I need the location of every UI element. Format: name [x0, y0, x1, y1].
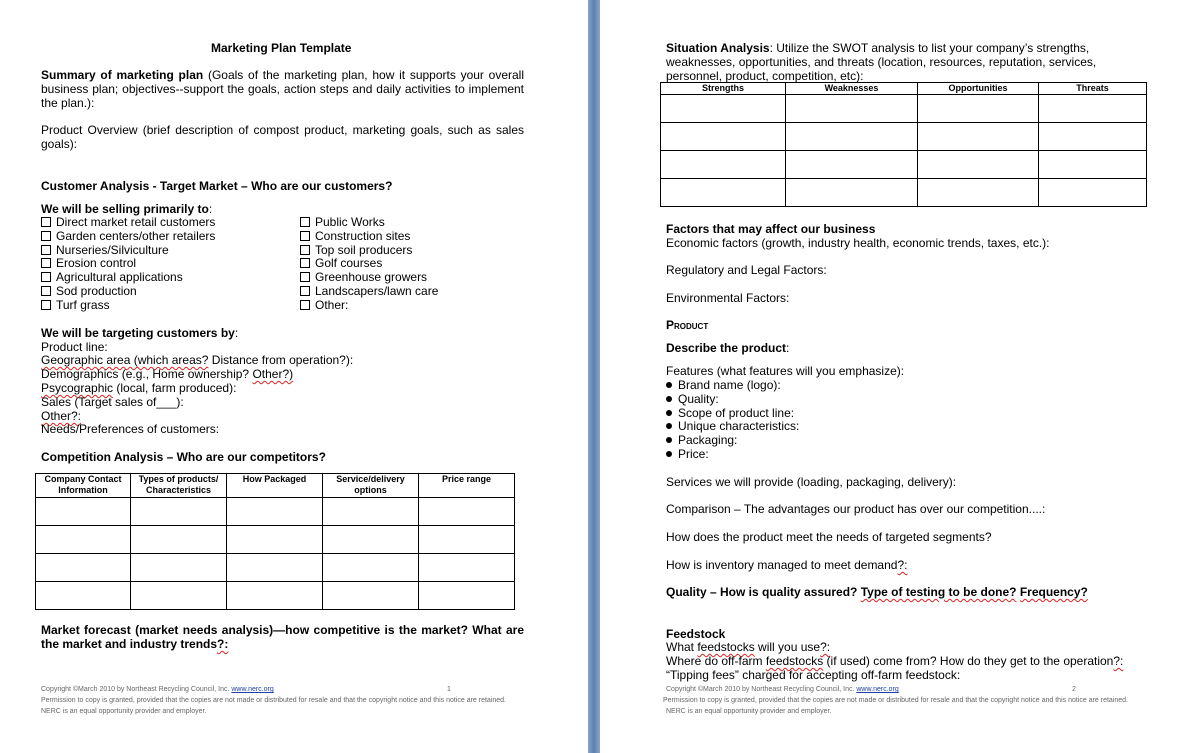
- feature-item-label: Packaging:: [678, 433, 738, 448]
- competition-table-cell[interactable]: [131, 554, 227, 582]
- competition-table-cell[interactable]: [227, 498, 323, 526]
- swot-table-cell[interactable]: [786, 179, 918, 207]
- bullet-icon: [666, 410, 672, 416]
- checkbox-icon[interactable]: [41, 217, 51, 227]
- regulatory-factors: Regulatory and Legal Factors:: [666, 263, 827, 277]
- market-forecast-text: Market forecast (market needs analysis)—how competitive is the market? What are the market and industry trends: [41, 623, 524, 651]
- swot-table-cell[interactable]: [661, 151, 786, 179]
- feature-item: [666, 406, 794, 420]
- selling-option: [41, 243, 169, 257]
- target-psycographic-b: (local, farm produced):: [113, 381, 237, 395]
- selling-option: [300, 284, 438, 298]
- footer-permission: Permission to copy is granted, provided that the copies are not made or distributed for resale and that the copyright notice and this notice are retained.: [663, 697, 1128, 704]
- summary-heading: Summary of marketing plan: [41, 68, 204, 82]
- target-sales: Sales (Target sales of___):: [41, 395, 184, 409]
- swot-table-cell[interactable]: [661, 179, 786, 207]
- feature-item: [666, 447, 709, 461]
- footer-permission: Permission to copy is granted, provided that the copies are not made or distributed for resale and that the copyright notice and this notice are retained.: [41, 697, 506, 704]
- targeting-heading: [41, 326, 238, 340]
- swot-table-cell[interactable]: [1039, 95, 1147, 123]
- competition-table-cell[interactable]: [131, 582, 227, 610]
- page-number: 1: [447, 686, 451, 693]
- feature-item-label: Price:: [678, 447, 709, 461]
- competition-table-cell[interactable]: [323, 526, 419, 554]
- page-gutter: [588, 0, 600, 753]
- selling-heading-text: We will be selling primarily to: [41, 202, 209, 216]
- page-1: [0, 0, 588, 753]
- selling-option: [41, 284, 137, 298]
- situation-analysis: [666, 41, 1146, 83]
- competition-table-row: [36, 498, 515, 526]
- feature-item: [666, 433, 737, 447]
- feedstock-heading: Feedstock: [666, 627, 726, 641]
- competition-col-header: How Packaged: [227, 474, 323, 498]
- checkbox-icon[interactable]: [41, 286, 51, 296]
- selling-option: [300, 243, 412, 257]
- quality-frequency: Frequency?: [1019, 585, 1088, 599]
- targeting-heading-suffix: :: [234, 326, 239, 340]
- feature-item: [666, 419, 799, 433]
- competition-heading: Competition Analysis – Who are our competitors?: [41, 450, 326, 464]
- customer-analysis-heading: Customer Analysis - Target Market – Who are our customers?: [41, 179, 393, 193]
- summary-body: (Goals of the marketing plan, how it supports your overall business plan; objectives--support the goals, action steps and daily activities to implement the plan.):: [41, 68, 524, 110]
- page-number: 2: [1072, 686, 1076, 693]
- inventory-text: How is inventory managed to meet demand: [666, 558, 898, 572]
- competition-table-cell[interactable]: [323, 498, 419, 526]
- feedstock-question-2: [666, 654, 1123, 668]
- footer-copyright: [666, 685, 899, 694]
- target-psycographic: [41, 381, 236, 395]
- services: Services we will provide (loading, packaging, delivery):: [666, 475, 957, 489]
- selling-option-label: Nurseries/Silviculture: [56, 242, 169, 257]
- selling-primarily-heading: [41, 202, 212, 216]
- bullet-icon: [666, 382, 672, 388]
- competition-table: [35, 473, 515, 610]
- bullet-icon: [666, 437, 672, 443]
- selling-option: [41, 256, 136, 270]
- selling-option-label: Turf grass: [56, 297, 110, 312]
- feedstock-q2-c: (if used) come from? How do they get to the operation: [823, 654, 1114, 668]
- selling-option-label: Direct market retail customers: [56, 215, 216, 229]
- swot-table-cell[interactable]: [786, 95, 918, 123]
- target-needs: Needs/Preferences of customers:: [41, 422, 220, 436]
- target-geographic: [41, 353, 353, 367]
- swot-table-cell[interactable]: [918, 95, 1039, 123]
- feature-item-label: Unique characteristics:: [678, 419, 800, 434]
- competition-table-cell[interactable]: [227, 554, 323, 582]
- product-heading: Product: [666, 318, 709, 332]
- bullet-icon: [666, 423, 672, 429]
- selling-option-label: Top soil producers: [315, 242, 413, 257]
- selling-option: [41, 270, 183, 284]
- selling-option: [300, 270, 427, 284]
- needs-question: How does the product meet the needs of targeted segments?: [666, 530, 992, 544]
- competition-col-header: Price range: [419, 474, 515, 498]
- competition-table-cell[interactable]: [227, 526, 323, 554]
- feedstock-q2-d: ?:: [1113, 654, 1124, 668]
- footer-equal-opportunity: NERC is an equal opportunity provider and employer.: [41, 708, 207, 715]
- competition-table-cell[interactable]: [36, 582, 131, 610]
- feature-item: [666, 378, 781, 392]
- competition-table-cell[interactable]: [131, 498, 227, 526]
- describe-product: [666, 341, 789, 355]
- inventory-end: ?:: [897, 558, 908, 572]
- checkbox-icon[interactable]: [300, 231, 310, 241]
- selling-option: [300, 298, 348, 312]
- product-overview: Product Overview (brief description of compost product, marketing goals, such as sales goals):: [41, 123, 524, 151]
- selling-option: [300, 256, 382, 270]
- market-forecast: [41, 623, 524, 651]
- checkbox-icon[interactable]: [41, 258, 51, 268]
- feature-item-label: Brand name (logo):: [678, 378, 781, 392]
- target-demographics-b: Other?): [252, 367, 294, 381]
- target-demographics-a: Demographics (e.g., Home ownership?: [41, 367, 253, 381]
- environmental-factors: Environmental Factors:: [666, 291, 790, 305]
- target-geographic-a: Geographic area (which areas?: [41, 353, 209, 367]
- targeting-heading-text: We will be targeting customers by: [41, 326, 235, 340]
- swot-header-row: [661, 83, 1147, 95]
- swot-table: [660, 82, 1147, 207]
- competition-col-header: Company Contact Information: [36, 474, 131, 498]
- swot-table-cell[interactable]: [786, 151, 918, 179]
- checkbox-icon[interactable]: [300, 272, 310, 282]
- competition-table-cell[interactable]: [131, 526, 227, 554]
- swot-table-cell[interactable]: [786, 123, 918, 151]
- selling-option-label: Other:: [315, 297, 349, 312]
- footer-copyright-text: Copyright ©March 2010 by Northeast Recycling Council, Inc.: [41, 686, 232, 693]
- summary-paragraph: [41, 68, 524, 110]
- feature-item-label: Quality:: [678, 391, 719, 406]
- swot-table-cell[interactable]: [918, 151, 1039, 179]
- swot-table-row: [661, 123, 1147, 151]
- economic-factors: Economic factors (growth, industry health, economic trends, taxes, etc.):: [666, 236, 1050, 250]
- feedstock-question-3: “Tipping fees” charged for accepting off-farm feedstock:: [666, 668, 961, 682]
- selling-option: [41, 215, 215, 229]
- swot-col-header: Threats: [1039, 83, 1147, 95]
- checkbox-icon[interactable]: [300, 286, 310, 296]
- competition-header-row: [36, 474, 515, 498]
- checkbox-icon[interactable]: [300, 217, 310, 227]
- selling-heading-suffix: :: [208, 202, 213, 216]
- swot-table-cell[interactable]: [1039, 179, 1147, 207]
- situation-body: : Utilize the SWOT analysis to list your company’s strengths, weaknesses, opportunities, and threats (location, resources, reputation, services, personnel, product, competition, etc):: [666, 41, 1097, 83]
- competition-table-row: [36, 582, 515, 610]
- swot-table-cell[interactable]: [918, 179, 1039, 207]
- target-psycographic-a: Psycographic: [41, 381, 114, 395]
- selling-option: [41, 298, 110, 312]
- competition-table-cell[interactable]: [419, 554, 515, 582]
- target-demographics: [41, 367, 293, 381]
- checkbox-icon[interactable]: [300, 258, 310, 268]
- selling-option-label: Erosion control: [56, 256, 137, 271]
- swot-table-row: [661, 95, 1147, 123]
- selling-option: [300, 215, 385, 229]
- competition-table-row: [36, 554, 515, 582]
- footer-copyright: [41, 685, 274, 694]
- features-heading: Features (what features will you emphasize):: [666, 364, 905, 378]
- competition-table-cell[interactable]: [36, 526, 131, 554]
- feedstock-q2-a: Where do off-farm: [666, 654, 766, 668]
- target-product-line: Product line:: [41, 340, 108, 354]
- swot-col-header: Opportunities: [918, 83, 1039, 95]
- competition-table-cell[interactable]: [419, 498, 515, 526]
- swot-table-row: [661, 179, 1147, 207]
- quality-text: Quality – How is quality assured?: [666, 585, 861, 599]
- competition-table-cell[interactable]: [36, 498, 131, 526]
- checkbox-icon[interactable]: [41, 272, 51, 282]
- selling-option-label: Greenhouse growers: [315, 270, 428, 285]
- market-forecast-end: ?:: [217, 637, 229, 651]
- footer-equal-opportunity: NERC is an equal opportunity provider and employer.: [666, 708, 832, 715]
- swot-table-row: [661, 151, 1147, 179]
- describe-product-text: Describe the product: [666, 341, 787, 355]
- swot-table-cell[interactable]: [918, 123, 1039, 151]
- checkbox-icon[interactable]: [300, 245, 310, 255]
- competition-table-cell[interactable]: [227, 582, 323, 610]
- swot-table-cell[interactable]: [661, 123, 786, 151]
- selling-option-label: Landscapers/lawn care: [315, 284, 439, 298]
- feedstock-question-1: [666, 640, 830, 654]
- selling-option-label: Golf courses: [315, 256, 383, 271]
- selling-option: [41, 229, 215, 243]
- competition-table-cell[interactable]: [419, 582, 515, 610]
- footer-link[interactable]: www.nerc.org: [856, 686, 899, 693]
- selling-option-label: Construction sites: [315, 228, 411, 243]
- swot-table-cell[interactable]: [661, 95, 786, 123]
- document-title: Marketing Plan Template: [211, 41, 352, 55]
- footer-copyright-text: Copyright ©March 2010 by Northeast Recycling Council, Inc.: [666, 686, 857, 693]
- page-2: [600, 0, 1193, 753]
- competition-table-cell[interactable]: [36, 554, 131, 582]
- situation-heading: Situation Analysis: [666, 41, 770, 55]
- selling-option-label: Agricultural applications: [56, 270, 183, 285]
- swot-col-header: Strengths: [661, 83, 786, 95]
- selling-option-label: Sod production: [56, 284, 137, 298]
- bullet-icon: [666, 451, 672, 457]
- target-other-text: Other?:: [41, 409, 82, 423]
- quality-testing: Type of testing to be done?: [860, 585, 1017, 599]
- target-other: [41, 409, 81, 423]
- competition-table-cell[interactable]: [419, 526, 515, 554]
- swot-table-cell[interactable]: [1039, 151, 1147, 179]
- feedstock-q2-b: feedstocks: [765, 654, 824, 668]
- competition-table-cell[interactable]: [323, 554, 419, 582]
- competition-table-cell[interactable]: [323, 582, 419, 610]
- swot-col-header: Weaknesses: [786, 83, 918, 95]
- checkbox-icon[interactable]: [300, 300, 310, 310]
- checkbox-icon[interactable]: [41, 245, 51, 255]
- feedstock-q1-a: What: [666, 640, 698, 654]
- selling-option-label: Public Works: [315, 215, 385, 229]
- footer-link[interactable]: www.nerc.org: [231, 686, 274, 693]
- inventory-question: [666, 558, 907, 572]
- describe-product-suffix: :: [786, 341, 790, 355]
- feedstock-q1-b: feedstocks: [697, 640, 755, 654]
- feature-item-label: Scope of product line:: [678, 405, 795, 420]
- quality-question: [666, 585, 1088, 599]
- target-geographic-b: Distance from operation?):: [208, 353, 354, 367]
- feedstock-q1-d: ?:: [820, 640, 831, 654]
- feature-item: [666, 392, 719, 406]
- factors-heading: Factors that may affect our business: [666, 222, 876, 236]
- selling-option: [300, 229, 410, 243]
- checkbox-icon[interactable]: [41, 300, 51, 310]
- comparison: Comparison – The advantages our product has over our competition....:: [666, 502, 1046, 516]
- checkbox-icon[interactable]: [41, 231, 51, 241]
- competition-table-row: [36, 526, 515, 554]
- bullet-icon: [666, 396, 672, 402]
- selling-option-label: Garden centers/other retailers: [56, 228, 216, 243]
- swot-table-cell[interactable]: [1039, 123, 1147, 151]
- feedstock-q1-c: will you use: [754, 640, 821, 654]
- competition-col-header: Types of products/ Characteristics: [131, 474, 227, 498]
- competition-col-header: Service/delivery options: [323, 474, 419, 498]
